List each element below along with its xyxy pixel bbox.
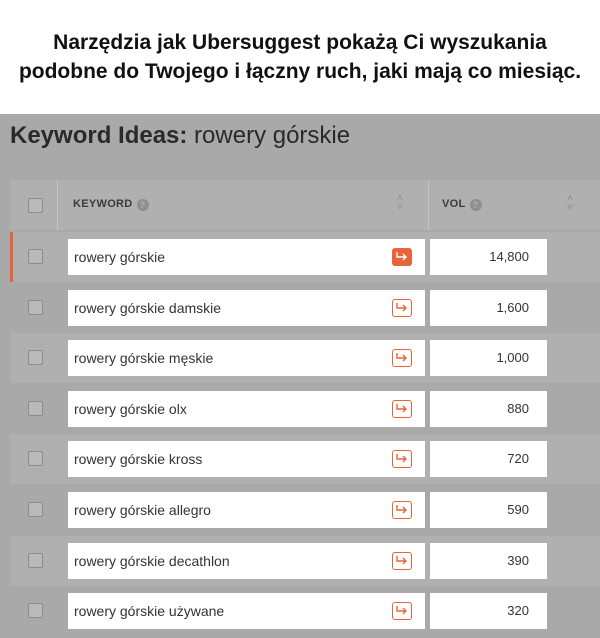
vol-cell (430, 543, 547, 579)
keyword-text: rowery górskie damskie (74, 300, 222, 316)
open-arrow-icon[interactable] (392, 299, 412, 317)
caption-line-2: podobne do Twojego i łączny ruch, jaki mają co miesiąc. (18, 60, 582, 83)
vol-value: 880 (507, 401, 529, 416)
table-row[interactable] (10, 283, 600, 333)
open-arrow-icon[interactable] (392, 248, 412, 266)
keyword-cell (68, 340, 425, 376)
vol-cell (430, 239, 547, 275)
keyword-cell (68, 391, 425, 427)
vol-cell (430, 492, 547, 528)
header-divider (57, 180, 58, 230)
keyword-cell (68, 441, 425, 477)
row-checkbox[interactable] (28, 502, 43, 517)
vol-cell (430, 593, 547, 629)
keyword-cell (68, 593, 425, 629)
vol-header-label: VOL (442, 198, 466, 210)
page-title-query: rowery górskie (187, 122, 351, 149)
vol-value: 1,000 (496, 350, 529, 365)
open-arrow-icon[interactable] (392, 450, 412, 468)
keyword-text: rowery górskie kross (74, 451, 203, 467)
caption-line-1: Narzędzia jak Ubersuggest pokażą Ci wyszukania (53, 31, 547, 54)
keyword-cell (68, 290, 425, 326)
table-row[interactable] (10, 434, 600, 484)
keyword-text: rowery górskie decathlon (74, 553, 230, 569)
table-row[interactable] (10, 232, 600, 282)
row-checkbox[interactable] (28, 603, 43, 618)
open-arrow-icon[interactable] (392, 602, 412, 620)
vol-cell (430, 441, 547, 477)
caption (0, 0, 600, 114)
row-checkbox[interactable] (28, 249, 43, 264)
sort-icon[interactable]: ˄ ˅ (397, 193, 403, 213)
keyword-cell (68, 239, 425, 275)
table-row[interactable] (10, 384, 600, 434)
keyword-text: rowery górskie olx (74, 401, 187, 417)
ubersuggest-screenshot (0, 114, 600, 638)
open-arrow-icon[interactable] (392, 349, 412, 367)
keyword-text: rowery górskie allegro (74, 502, 211, 518)
vol-cell (430, 290, 547, 326)
vol-value: 1,600 (496, 300, 529, 315)
vol-value: 14,800 (489, 249, 529, 264)
vol-value: 320 (507, 603, 529, 618)
keyword-cell (68, 492, 425, 528)
keyword-cell (68, 543, 425, 579)
help-circle-icon[interactable]: ? (137, 199, 149, 211)
keyword-text: rowery górskie używane (74, 603, 225, 619)
table-header (10, 180, 600, 230)
keyword-text: rowery górskie męskie (74, 350, 214, 366)
open-arrow-icon[interactable] (392, 501, 412, 519)
table-row[interactable] (10, 333, 600, 383)
page-title-prefix: Keyword Ideas: (10, 122, 188, 149)
selected-row-indicator (10, 232, 13, 282)
vol-column-header[interactable] (442, 198, 482, 211)
keyword-text: rowery górskie (74, 249, 166, 265)
row-checkbox[interactable] (28, 553, 43, 568)
vol-value: 720 (507, 451, 529, 466)
vol-value: 590 (507, 502, 529, 517)
row-checkbox[interactable] (28, 451, 43, 466)
header-divider (428, 180, 429, 230)
page-title (10, 122, 350, 150)
select-all-checkbox[interactable] (28, 198, 43, 213)
row-checkbox[interactable] (28, 350, 43, 365)
help-circle-icon[interactable]: ? (470, 199, 482, 211)
table-row[interactable] (10, 485, 600, 535)
keyword-header-label: KEYWORD (73, 198, 133, 210)
vol-cell (430, 391, 547, 427)
open-arrow-icon[interactable] (392, 552, 412, 570)
table-row[interactable] (10, 536, 600, 586)
table-row[interactable] (10, 586, 600, 636)
keyword-column-header[interactable] (73, 198, 149, 211)
open-arrow-icon[interactable] (392, 400, 412, 418)
sort-icon[interactable]: ˄ ˅ (567, 193, 573, 213)
row-checkbox[interactable] (28, 401, 43, 416)
vol-cell (430, 340, 547, 376)
row-checkbox[interactable] (28, 300, 43, 315)
vol-value: 390 (507, 553, 529, 568)
